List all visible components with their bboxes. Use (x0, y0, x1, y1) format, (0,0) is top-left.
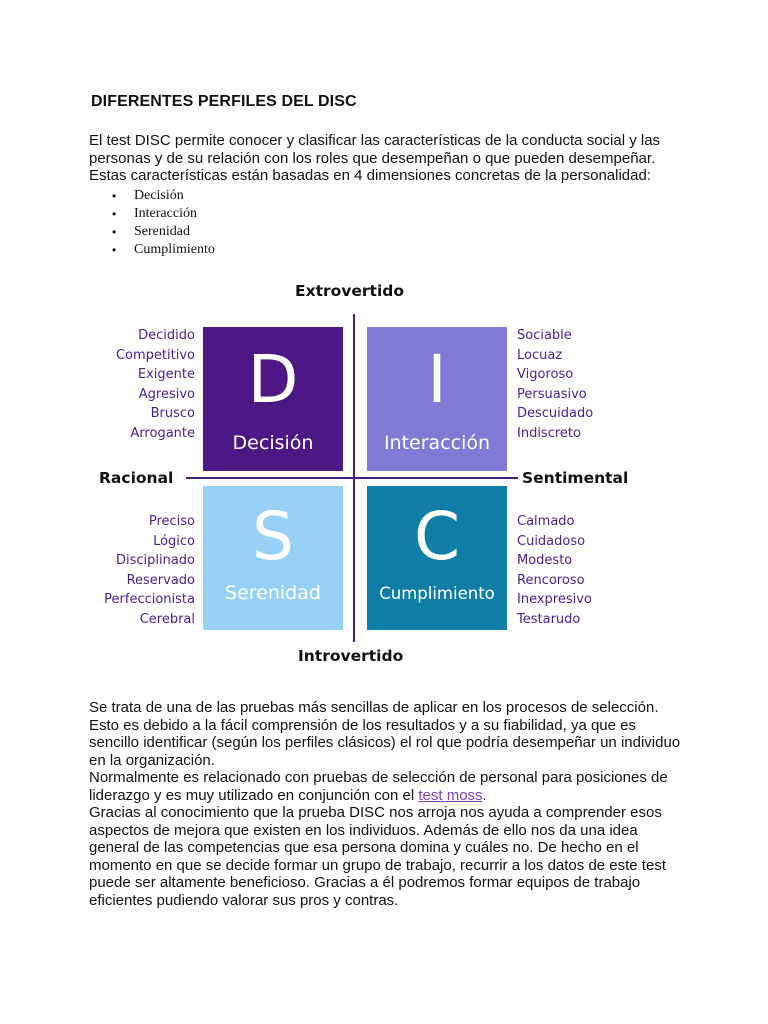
trait-item: Lógico (153, 533, 195, 549)
axis-label-left: Racional (99, 469, 174, 487)
traits-list-s (104, 512, 195, 630)
list-item: • Serenidad (110, 223, 215, 241)
quadrant-letter: S (252, 498, 294, 575)
paragraph-2-text: Normalmente es relacionado con pruebas de selección de personal para posiciones de liderazgo y es muy utilizado en conjunción con el (89, 769, 668, 804)
axis-label-right: Sentimental (522, 469, 629, 487)
document-title: DIFERENTES PERFILES DEL DISC (91, 93, 357, 110)
quadrant-name: Interacción (383, 432, 491, 454)
traits-list-i (517, 326, 593, 444)
list-item: • Decisión (110, 187, 215, 205)
trait-item: Arrogante (130, 425, 195, 441)
quadrant-name: Serenidad (225, 582, 321, 604)
trait-item: Competitivo (115, 347, 195, 363)
trait-item: Exigente (137, 367, 195, 383)
quadrant-i (367, 327, 507, 471)
quadrant-d (203, 327, 343, 471)
paragraph-2 (89, 769, 689, 804)
trait-item: Decidido (138, 328, 195, 343)
trait-item: Descuidado (517, 406, 594, 422)
trait-item: Inexpresivo (517, 592, 592, 608)
trait-item: Brusco (150, 406, 195, 422)
trait-item: Cuidadoso (517, 533, 586, 549)
test-moss-link[interactable]: test moss (418, 786, 483, 804)
horizontal-axis (186, 477, 518, 479)
traits-list-d (116, 326, 195, 444)
trait-item: Sociable (517, 328, 572, 343)
paragraph-1: Se trata de una de las pruebas más sencillas de aplicar en los procesos de selección. Esto es debido a la fácil comprensión de los resultados y a su fiabilidad, ya que es sencillo identificar (según los perfiles clásicos) el rol que podría desempeñar un individuo en la organización. (89, 699, 681, 769)
axis-label-bottom: Introvertido (298, 647, 404, 665)
trait-item: Cerebral (139, 611, 195, 627)
traits-list-c (517, 512, 592, 630)
trait-item: Persuasivo (517, 386, 587, 402)
quadrant-name: Decisión (232, 432, 314, 454)
list-item: • Cumplimiento (110, 241, 215, 259)
trait-item: Testarudo (517, 611, 581, 627)
quadrant-letter: D (247, 341, 299, 418)
trait-item: Preciso (148, 514, 195, 529)
trait-item: Rencoroso (517, 572, 585, 588)
trait-item: Agresivo (138, 386, 195, 402)
quadrant-letter: I (427, 341, 447, 418)
trait-item: Vigoroso (517, 367, 574, 383)
intro-paragraph: El test DISC permite conocer y clasificar las características de la conducta social y las personas y de su relación con los roles que desempeñan o que pueden desempeñar. Estas características están basadas en 4 dimensiones concretas de la personalidad: (89, 132, 661, 184)
body-text (89, 699, 689, 909)
list-item: • Interacción (110, 205, 215, 223)
quadrant-s (203, 486, 343, 630)
axis-label-top: Extrovertido (295, 282, 405, 300)
quadrant-letter: C (413, 498, 461, 575)
paragraph-2-end: . (482, 786, 487, 804)
quadrant-name: Cumplimiento (379, 584, 495, 603)
trait-item: Disciplinado (115, 553, 195, 569)
paragraph-3: Gracias al conocimiento que la prueba DISC nos arroja nos ayuda a comprender esos aspectos de mejora que existen en los individuos. Además de ello nos da una idea general de las competencias que esa persona domina y cuáles no. De hecho en el momento en que se decide formar un grupo de trabajo, recurrir a los datos de este test puede ser altamente beneficioso. Gracias a él podremos formar equipos de trabajo eficientes pudiendo valorar sus pros y contras. (89, 804, 666, 909)
trait-item: Calmado (517, 514, 575, 529)
trait-item: Locuaz (517, 347, 563, 363)
trait-item: Indiscreto (517, 425, 581, 441)
trait-item: Perfeccionista (104, 592, 195, 608)
quadrant-c (367, 486, 507, 630)
trait-item: Modesto (517, 553, 573, 569)
trait-item: Reservado (126, 572, 195, 588)
